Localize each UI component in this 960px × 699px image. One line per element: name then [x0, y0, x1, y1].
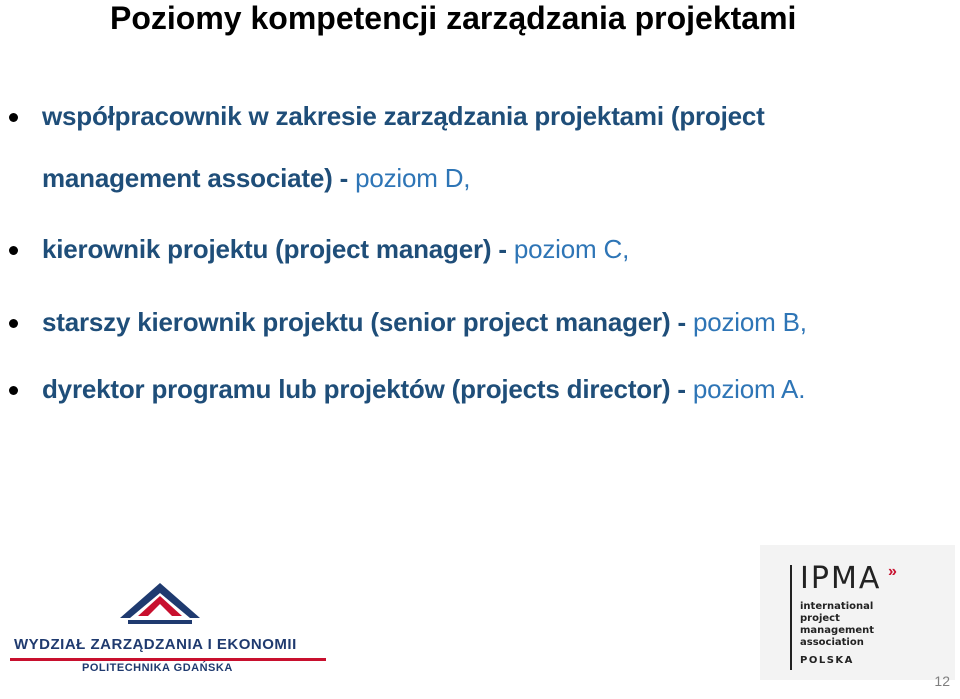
bullet-text: starszy kierownik projektu (senior project manager) -: [42, 307, 693, 337]
university-name: POLITECHNIKA GDAŃSKA: [82, 662, 233, 674]
page-number: 12: [934, 673, 950, 689]
bullet-level: poziom D,: [355, 163, 471, 193]
bullet-line: [42, 306, 807, 338]
ipma-line: project: [800, 613, 840, 624]
bullet-dot-icon: [9, 319, 18, 328]
faculty-name: WYDZIAŁ ZARZĄDZANIA I EKONOMII: [14, 636, 297, 653]
bullet-text: współpracownik w zakresie zarządzania projektami (project: [42, 101, 765, 131]
bullet-line: [42, 100, 765, 132]
ipma-title: IPMA: [800, 561, 882, 596]
faculty-emblem-icon: [110, 578, 210, 638]
ipma-bar: [790, 565, 792, 670]
ipma-line: association: [800, 637, 864, 648]
ipma-country: POLSKA: [800, 655, 854, 666]
bullet-level: poziom A.: [692, 374, 806, 404]
bullet-dot-icon: [9, 113, 18, 122]
ipma-logo: [760, 545, 955, 680]
bullet-line: [42, 162, 470, 194]
ipma-line: management: [800, 625, 875, 636]
bullet-level: poziom C,: [513, 234, 630, 264]
faculty-logo: [0, 578, 330, 678]
bullet-dot-icon: [9, 246, 18, 255]
bullet-dot-icon: [9, 386, 18, 395]
bullet-text: kierownik projektu (project manager) -: [42, 234, 514, 264]
faculty-divider: [10, 658, 326, 661]
ipma-line: international: [800, 601, 874, 612]
bullet-line: [42, 373, 805, 405]
bullet-text: management associate) -: [42, 163, 356, 193]
slide-title: Poziomy kompetencji zarządzania projektami: [110, 0, 797, 36]
bullet-level: poziom B,: [692, 307, 807, 337]
ipma-description: [800, 601, 874, 649]
bullet-line: [42, 233, 629, 265]
ipma-chevron-icon: »: [888, 563, 897, 580]
bullet-text: dyrektor programu lub projektów (projects director) -: [42, 374, 693, 404]
